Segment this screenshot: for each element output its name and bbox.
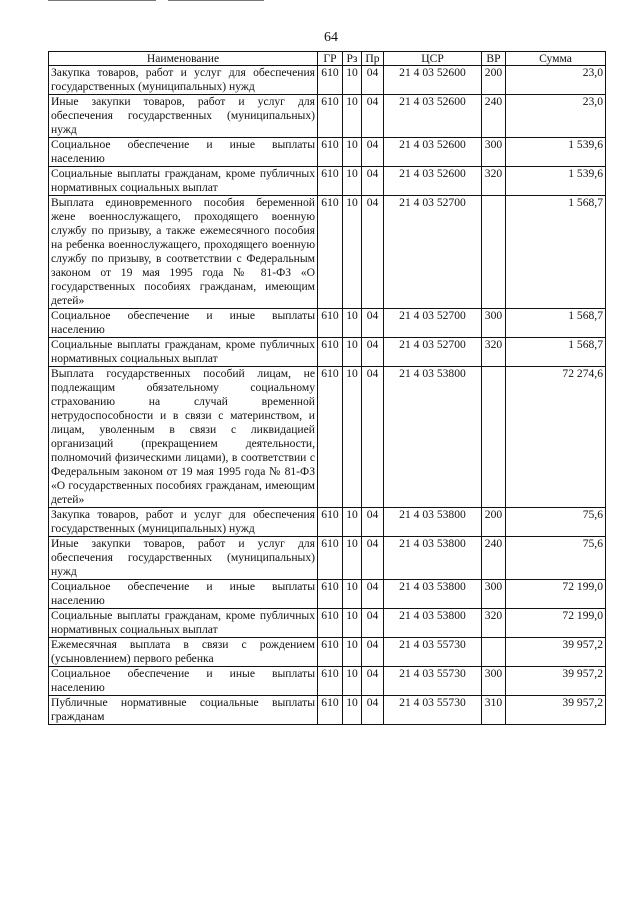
column-header-gr: ГР	[318, 52, 343, 66]
row-pr: 04	[362, 167, 384, 196]
row-csr: 21 4 03 52600	[384, 66, 482, 95]
row-pr: 04	[362, 66, 384, 95]
row-name: Закупка товаров, работ и услуг для обеспечения государственных (муниципальных) нужд	[49, 508, 318, 537]
row-gr: 610	[318, 638, 343, 667]
table-row	[49, 66, 606, 95]
row-vr: 300	[482, 667, 506, 696]
table-row	[49, 95, 606, 138]
row-gr: 610	[318, 338, 343, 367]
row-gr: 610	[318, 167, 343, 196]
row-gr: 610	[318, 367, 343, 508]
row-rz: 10	[343, 138, 362, 167]
row-sum: 75,6	[506, 508, 606, 537]
top-rule-left	[48, 0, 156, 1]
column-header-vr: ВР	[482, 52, 506, 66]
column-header-csr: ЦСР	[384, 52, 482, 66]
page-number: 64	[324, 30, 338, 45]
column-header-sum: Сумма	[506, 52, 606, 66]
row-vr: 200	[482, 508, 506, 537]
row-gr: 610	[318, 309, 343, 338]
row-pr: 04	[362, 580, 384, 609]
row-rz: 10	[343, 537, 362, 580]
row-rz: 10	[343, 95, 362, 138]
row-name: Социальные выплаты гражданам, кроме публичных нормативных социальных выплат	[49, 167, 318, 196]
table-body	[49, 66, 606, 725]
row-pr: 04	[362, 508, 384, 537]
row-pr: 04	[362, 609, 384, 638]
row-pr: 04	[362, 667, 384, 696]
budget-table	[48, 51, 606, 725]
row-pr: 04	[362, 696, 384, 725]
table-row	[49, 537, 606, 580]
row-sum: 1 568,7	[506, 309, 606, 338]
row-name: Социальные выплаты гражданам, кроме публичных нормативных социальных выплат	[49, 338, 318, 367]
row-sum: 1 568,7	[506, 338, 606, 367]
row-pr: 04	[362, 537, 384, 580]
row-name: Закупка товаров, работ и услуг для обеспечения государственных (муниципальных) нужд	[49, 66, 318, 95]
row-name: Социальное обеспечение и иные выплаты населению	[49, 138, 318, 167]
row-rz: 10	[343, 638, 362, 667]
row-vr: 320	[482, 338, 506, 367]
row-csr: 21 4 03 52600	[384, 167, 482, 196]
row-pr: 04	[362, 367, 384, 508]
table-row	[49, 609, 606, 638]
row-vr: 200	[482, 66, 506, 95]
row-rz: 10	[343, 66, 362, 95]
row-gr: 610	[318, 580, 343, 609]
top-rule-right	[168, 0, 264, 1]
row-csr: 21 4 03 55730	[384, 667, 482, 696]
table-row	[49, 338, 606, 367]
row-csr: 21 4 03 55730	[384, 638, 482, 667]
row-pr: 04	[362, 309, 384, 338]
row-csr: 21 4 03 53800	[384, 537, 482, 580]
table-header-row	[49, 52, 606, 66]
row-vr: 300	[482, 580, 506, 609]
row-rz: 10	[343, 167, 362, 196]
row-sum: 39 957,2	[506, 638, 606, 667]
table-row	[49, 580, 606, 609]
row-gr: 610	[318, 508, 343, 537]
row-gr: 610	[318, 138, 343, 167]
table-row	[49, 167, 606, 196]
row-name: Социальное обеспечение и иные выплаты населению	[49, 580, 318, 609]
row-csr: 21 4 03 53800	[384, 508, 482, 537]
row-vr: 240	[482, 95, 506, 138]
row-rz: 10	[343, 338, 362, 367]
table-row	[49, 196, 606, 309]
row-name: Ежемесячная выплата в связи с рождением (усыновлением) первого ребенка	[49, 638, 318, 667]
row-csr: 21 4 03 53800	[384, 609, 482, 638]
row-sum: 72 199,0	[506, 580, 606, 609]
row-vr: 320	[482, 609, 506, 638]
row-name: Выплата единовременного пособия беременной жене военнослужащего, проходящего военную службу по призыву, а также ежемесячного пособия на ребенка военнослужащего, проходящего военную службу по призыву, в соответствии с Федеральным законом от 19 мая 1995 года № 81-ФЗ «О государственных пособиях гражданам, имеющим детей»	[49, 196, 318, 309]
row-rz: 10	[343, 609, 362, 638]
row-sum: 72 274,6	[506, 367, 606, 508]
table-row	[49, 138, 606, 167]
row-vr: 320	[482, 167, 506, 196]
row-rz: 10	[343, 696, 362, 725]
row-sum: 39 957,2	[506, 667, 606, 696]
row-rz: 10	[343, 367, 362, 508]
row-gr: 610	[318, 66, 343, 95]
row-rz: 10	[343, 196, 362, 309]
row-csr: 21 4 03 52700	[384, 196, 482, 309]
row-name: Публичные нормативные социальные выплаты гражданам	[49, 696, 318, 725]
row-vr	[482, 196, 506, 309]
row-csr: 21 4 03 52600	[384, 138, 482, 167]
column-header-rz: Рз	[343, 52, 362, 66]
table-row	[49, 309, 606, 338]
row-gr: 610	[318, 95, 343, 138]
row-vr: 300	[482, 138, 506, 167]
row-pr: 04	[362, 638, 384, 667]
row-csr: 21 4 03 52700	[384, 309, 482, 338]
table-row	[49, 696, 606, 725]
row-pr: 04	[362, 138, 384, 167]
column-header-pr: Пр	[362, 52, 384, 66]
row-gr: 610	[318, 196, 343, 309]
row-name: Выплата государственных пособий лицам, не подлежащим обязательному социальному страхованию на случай временной нетрудоспособности и в связи с материнством, и лицам, уволенным в связи с ликвидацией организаций (прекращением деятельности, полномочий физическими лицами), в соответствии с Федеральным законом от 19 мая 1995 года № 81-ФЗ «О государственных пособиях гражданам, имеющим детей»	[49, 367, 318, 508]
row-rz: 10	[343, 580, 362, 609]
row-sum: 39 957,2	[506, 696, 606, 725]
row-sum: 72 199,0	[506, 609, 606, 638]
row-rz: 10	[343, 309, 362, 338]
row-rz: 10	[343, 508, 362, 537]
row-rz: 10	[343, 667, 362, 696]
row-gr: 610	[318, 537, 343, 580]
row-pr: 04	[362, 95, 384, 138]
row-sum: 1 539,6	[506, 167, 606, 196]
row-sum: 23,0	[506, 95, 606, 138]
table-row	[49, 638, 606, 667]
row-csr: 21 4 03 52600	[384, 95, 482, 138]
row-gr: 610	[318, 696, 343, 725]
row-sum: 1 539,6	[506, 138, 606, 167]
row-csr: 21 4 03 53800	[384, 367, 482, 508]
row-csr: 21 4 03 55730	[384, 696, 482, 725]
table-row	[49, 667, 606, 696]
table-row	[49, 367, 606, 508]
row-pr: 04	[362, 338, 384, 367]
column-header-name: Наименование	[49, 52, 318, 66]
row-csr: 21 4 03 53800	[384, 580, 482, 609]
row-name: Иные закупки товаров, работ и услуг для обеспечения государственных (муниципальных) нужд	[49, 95, 318, 138]
row-name: Социальное обеспечение и иные выплаты населению	[49, 667, 318, 696]
row-sum: 1 568,7	[506, 196, 606, 309]
row-gr: 610	[318, 667, 343, 696]
row-vr: 240	[482, 537, 506, 580]
row-pr: 04	[362, 196, 384, 309]
row-sum: 75,6	[506, 537, 606, 580]
row-gr: 610	[318, 609, 343, 638]
row-csr: 21 4 03 52700	[384, 338, 482, 367]
row-vr: 300	[482, 309, 506, 338]
row-vr	[482, 367, 506, 508]
row-name: Иные закупки товаров, работ и услуг для обеспечения государственных (муниципальных) нужд	[49, 537, 318, 580]
row-sum: 23,0	[506, 66, 606, 95]
row-name: Социальные выплаты гражданам, кроме публичных нормативных социальных выплат	[49, 609, 318, 638]
row-vr: 310	[482, 696, 506, 725]
table-row	[49, 508, 606, 537]
row-vr	[482, 638, 506, 667]
row-name: Социальное обеспечение и иные выплаты населению	[49, 309, 318, 338]
